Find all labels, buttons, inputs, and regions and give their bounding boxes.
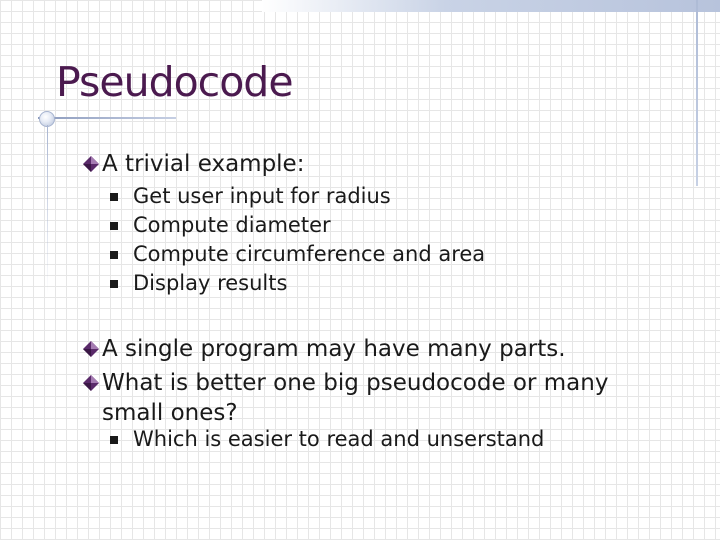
left-decoration-rule (47, 125, 48, 295)
sub-bullet-item (110, 425, 670, 454)
bullet-item (82, 368, 672, 428)
right-decoration-rule (696, 0, 698, 186)
sub-bullet-text: Which is easier to read and unserstand (133, 427, 545, 451)
diamond-bullet-icon (82, 340, 100, 358)
sub-bullet-item (110, 182, 670, 211)
title-underline (38, 117, 176, 119)
slide-title: Pseudocode (56, 58, 293, 106)
square-bullet-icon (110, 222, 118, 230)
bullet-text: What is better one big pseudocode or many small ones? (102, 370, 609, 426)
bullet-item (82, 149, 682, 179)
sub-bullet-text: Compute circumference and area (133, 242, 486, 266)
square-bullet-icon (110, 251, 118, 259)
sub-bullet-text: Compute diameter (133, 213, 331, 237)
square-bullet-icon (110, 280, 118, 288)
sub-bullet-text: Get user input for radius (133, 184, 391, 208)
square-bullet-icon (110, 436, 118, 444)
sub-bullet-item (110, 269, 670, 298)
square-bullet-icon (110, 193, 118, 201)
sub-bullet-item (110, 211, 670, 240)
bullet-item (82, 334, 682, 364)
diamond-bullet-icon (82, 155, 100, 173)
sub-bullet-item (110, 240, 670, 269)
bullet-text: A single program may have many parts. (102, 336, 566, 362)
bullet-text: A trivial example: (102, 151, 305, 177)
diamond-bullet-icon (82, 374, 100, 392)
sub-bullet-text: Display results (133, 271, 288, 295)
header-decoration-band (262, 0, 720, 12)
